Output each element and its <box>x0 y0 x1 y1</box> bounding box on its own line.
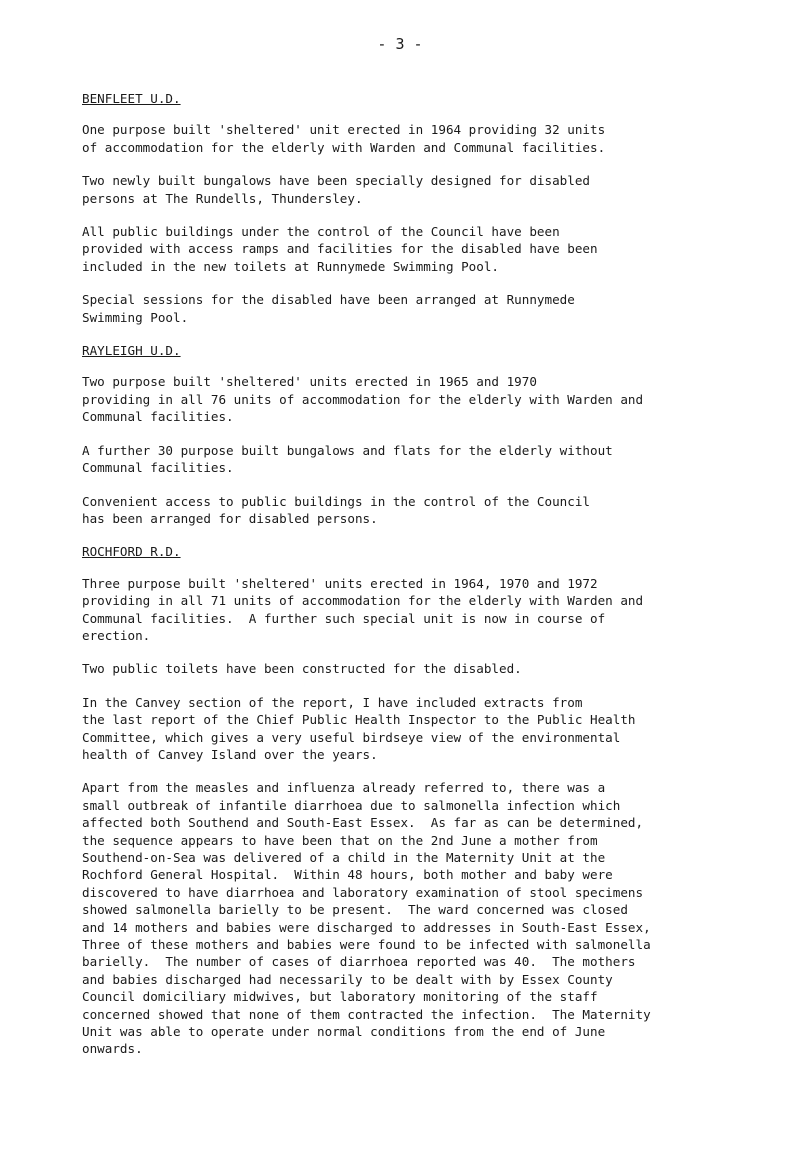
text-line: erection. <box>82 627 151 643</box>
section-heading: BENFLEET U.D. <box>82 91 181 106</box>
text-line: Council domiciliary midwives, but laboratory monitoring of the staff <box>82 989 598 1005</box>
text-line: Communal facilities. <box>82 460 234 476</box>
text-line: showed salmonella barielly to be present. The ward concerned was closed <box>82 902 628 918</box>
paragraph <box>82 442 762 477</box>
text-line: Two purpose built 'sheltered' units erected in 1965 and 1970 <box>82 374 537 390</box>
text-line: Three of these mothers and babies were found to be infected with salmonella <box>82 937 651 953</box>
text-line: Special sessions for the disabled have been arranged at Runnymede <box>82 292 575 308</box>
text-line: providing in all 71 units of accommodation for the elderly with Warden and <box>82 593 644 609</box>
text-line: included in the new toilets at Runnymede Swimming Pool. <box>82 258 500 274</box>
text-line: affected both Southend and South-East Essex. As far as can be determined, <box>82 815 644 831</box>
text-line: and babies discharged had necessarily to be dealt with by Essex County <box>82 971 613 987</box>
text-line: small outbreak of infantile diarrhoea due to salmonella infection which <box>82 797 621 813</box>
text-line: and 14 mothers and babies were discharged to addresses in South-East Essex, <box>82 919 651 935</box>
section-heading: ROCHFORD R.D. <box>82 544 181 560</box>
text-line: the sequence appears to have been that on the 2nd June a mother from <box>82 832 598 848</box>
paragraph <box>82 660 762 677</box>
section-heading: RAYLEIGH U.D. <box>82 343 181 359</box>
text-line: Rochford General Hospital. Within 48 hours, both mother and baby were <box>82 867 613 883</box>
text-line: A further 30 purpose built bungalows and flats for the elderly without <box>82 442 613 458</box>
text-line: Two public toilets have been constructed for the disabled. <box>82 661 522 677</box>
text-line: In the Canvey section of the report, I have included extracts from <box>82 694 583 710</box>
text-line: Convenient access to public buildings in the control of the Council <box>82 493 590 509</box>
text-line: Swimming Pool. <box>82 309 189 325</box>
text-line: persons at The Rundells, Thundersley. <box>82 190 363 206</box>
paragraph <box>82 291 762 326</box>
text-line: concerned showed that none of them contracted the infection. The Maternity <box>82 1006 651 1022</box>
text-line: providing in all 76 units of accommodation for the elderly with Warden and <box>82 391 644 407</box>
paragraph <box>82 575 762 645</box>
paragraph <box>82 373 762 425</box>
text-line: Communal facilities. A further such special unit is now in course of <box>82 610 606 626</box>
text-line: the last report of the Chief Public Health Inspector to the Public Health <box>82 712 636 728</box>
paragraph <box>82 694 762 764</box>
text-line: Communal facilities. <box>82 409 234 425</box>
text-line: Committee, which gives a very useful birdseye view of the environmental <box>82 729 621 745</box>
text-line: has been arranged for disabled persons. <box>82 510 378 526</box>
text-line: Two newly built bungalows have been specially designed for disabled <box>82 173 590 189</box>
text-line: provided with access ramps and facilities for the disabled have been <box>82 241 598 257</box>
paragraph <box>82 223 762 275</box>
text-line: onwards. <box>82 1041 143 1057</box>
text-line: One purpose built 'sheltered' unit erected in 1964 providing 32 units <box>82 122 606 138</box>
paragraph <box>82 493 762 528</box>
text-line: Three purpose built 'sheltered' units erected in 1964, 1970 and 1972 <box>82 575 598 591</box>
text-line: Unit was able to operate under normal conditions from the end of June <box>82 1024 606 1040</box>
page-number: - 3 - <box>377 35 423 53</box>
paragraph <box>82 121 762 156</box>
text-line: All public buildings under the control of the Council have been <box>82 224 560 240</box>
document-body <box>82 90 762 1074</box>
paragraph <box>82 779 762 1058</box>
text-line: of accommodation for the elderly with Warden and Communal facilities. <box>82 139 606 155</box>
text-line: barielly. The number of cases of diarrhoea reported was 40. The mothers <box>82 954 636 970</box>
text-line: health of Canvey Island over the years. <box>82 746 378 762</box>
text-line: discovered to have diarrhoea and laboratory examination of stool specimens <box>82 884 644 900</box>
text-line: Apart from the measles and influenza already referred to, there was a <box>82 780 606 796</box>
text-line: Southend-on-Sea was delivered of a child in the Maternity Unit at the <box>82 850 606 865</box>
paragraph <box>82 172 762 207</box>
